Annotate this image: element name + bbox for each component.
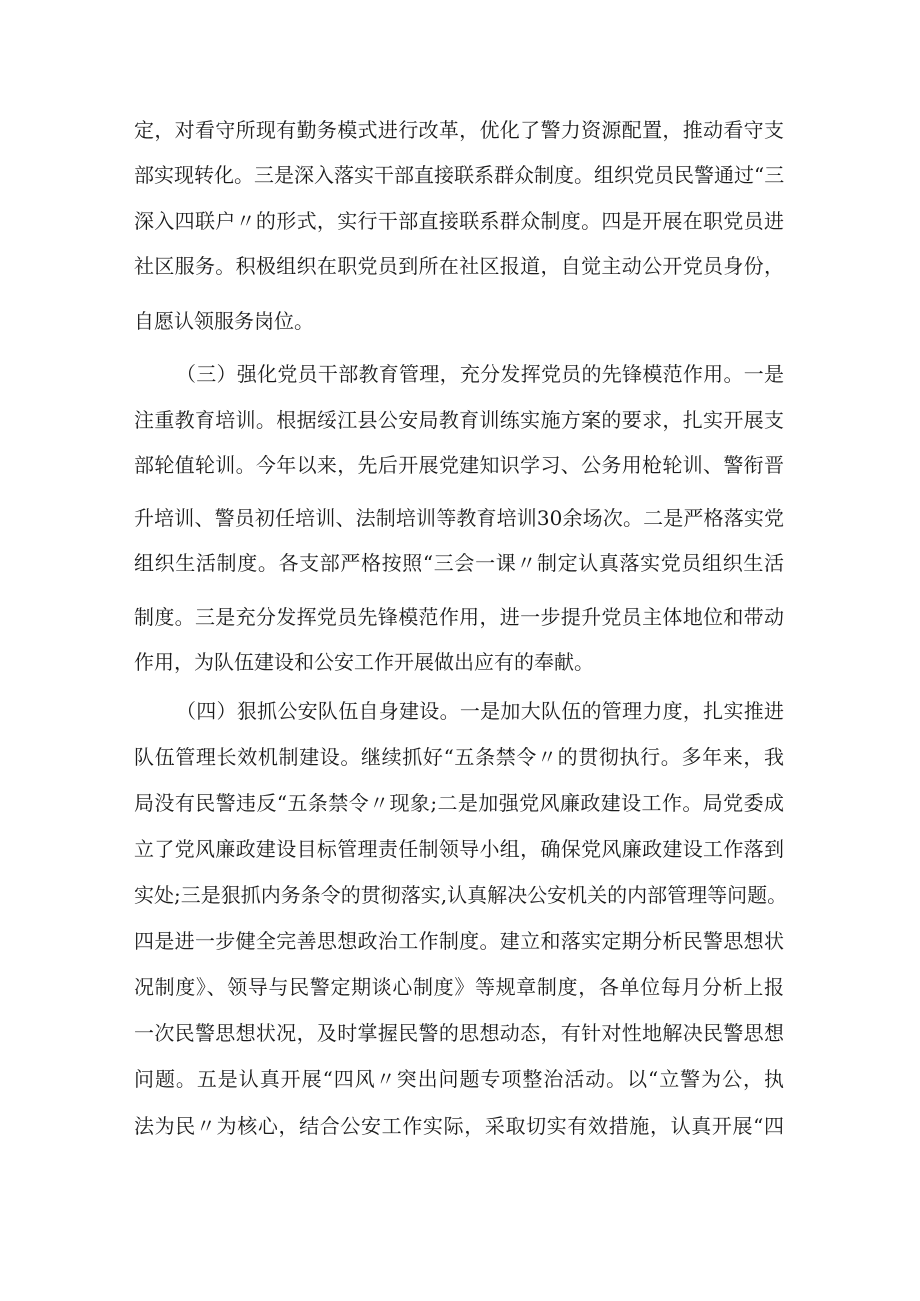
text-line: 法为民〃为核心，结合公安工作实际，采取切实有效措施，认真开展“四: [134, 1114, 784, 1138]
text-line: 队伍管理长效机制建设。继续抓好“五条禁令〃的贯彻执行。多年来，我: [134, 745, 784, 769]
text-line: 况制度》、领导与民警定期谈心制度》等规章制度，各单位每月分析上报: [134, 975, 784, 999]
text-line: 注重教育培训。根据绥江县公安局教育训练实施方案的要求，扎实开展支: [134, 408, 784, 432]
text-line: 部轮值轮训。今年以来，先后开展党建知识学习、公务用枪轮训、警衔晋: [134, 453, 784, 477]
text-line: 问题。五是认真开展“四风〃突出问题专项整治活动。以“立警为公，执: [134, 1067, 784, 1091]
text-line: 立了党风廉政建设目标管理责任制领导小组，确保党风廉政建设工作落到: [134, 837, 784, 861]
text-line: 局没有民警违反“五条禁令〃现象;二是加强党风廉政建设工作。局党委成: [134, 791, 784, 815]
text-line: 定，对看守所现有勤务模式进行改革，优化了警力资源配置，推动看守支: [134, 118, 784, 142]
text-line: 深入四联户〃的形式，实行干部直接联系群众制度。四是开展在职党员进: [134, 209, 784, 233]
text-line: 制度。三是充分发挥党员先锋模范作用，进一步提升党员主体地位和带动: [134, 605, 784, 629]
text-line: 一次民警思想状况，及时掌握民警的思想动态，有针对性地解决民警思想: [134, 1021, 784, 1045]
text-line: 四是进一步健全完善思想政治工作制度。建立和落实定期分析民警思想状: [134, 929, 784, 953]
text-line: 组织生活制度。各支部严格按照“三会一课〃制定认真落实党员组织生活: [134, 551, 784, 575]
text-line: 部实现转化。三是深入落实干部直接联系群众制度。组织党员民警通过“三: [134, 163, 785, 187]
paragraph-heading-line: （三）强化党员干部教育管理，充分发挥党员的先锋模范作用。一是: [176, 362, 784, 386]
text-line: 作用，为队伍建设和公安工作开展做出应有的奉献。: [134, 650, 594, 674]
text-line: 自愿认领服务岗位。: [134, 309, 314, 333]
text-line: 实处;三是狠抓内务条令的贯彻落实,认真解决公安机关的内部管理等问题。: [134, 883, 788, 907]
text-line: 升培训、警员初任培训、法制培训等教育培训30余场次。二是严格落实党: [134, 506, 784, 530]
paragraph-heading-line: （四）狠抓公安队伍自身建设。一是加大队伍的管理力度，扎实推进: [176, 699, 784, 723]
text-line: 社区服务。积极组织在职党员到所在社区报道，自觉主动公开党员身份，: [134, 254, 784, 278]
